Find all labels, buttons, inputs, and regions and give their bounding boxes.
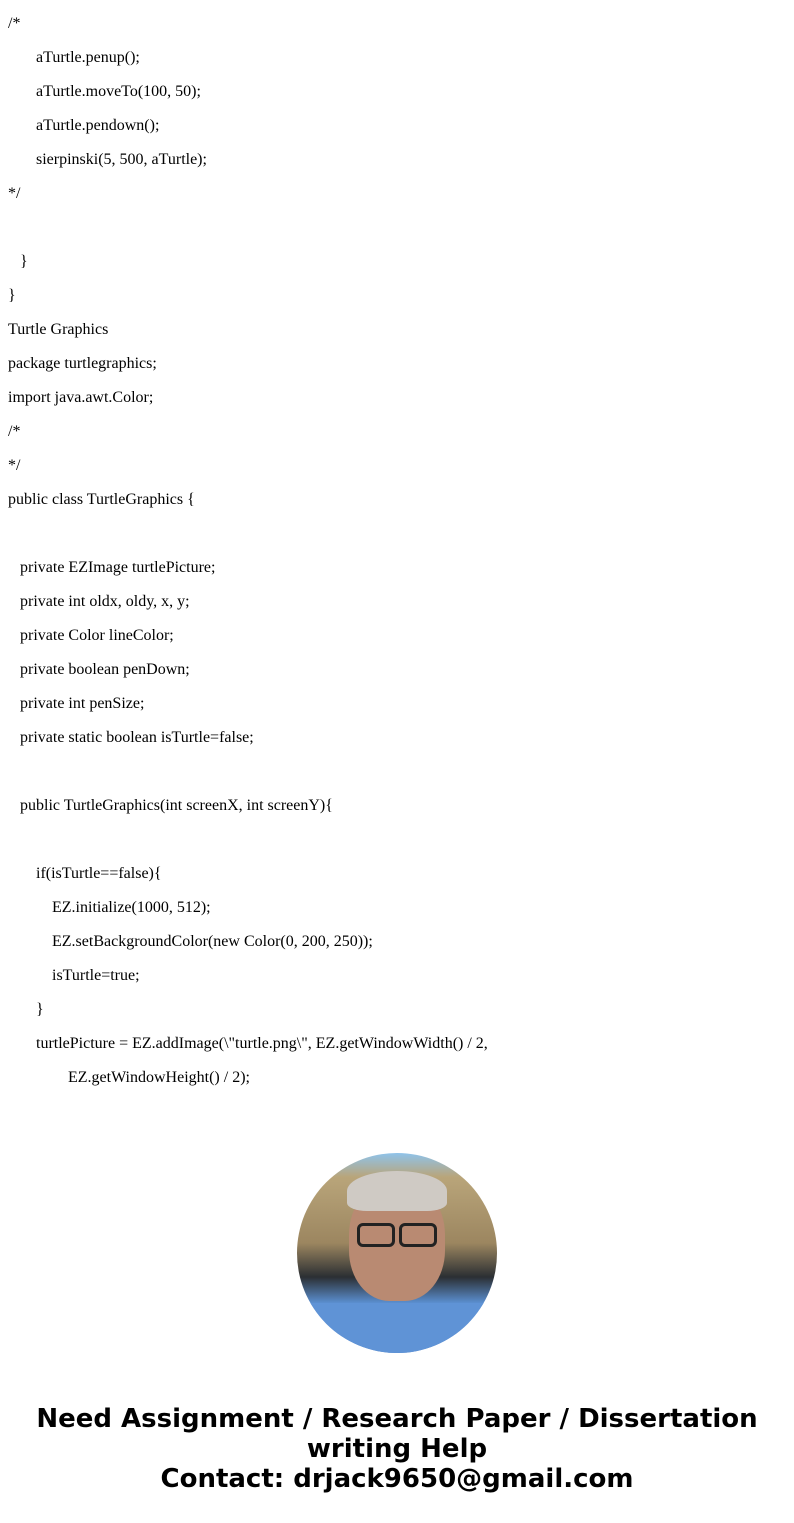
code-line: private EZImage turtlePicture;: [20, 559, 216, 576]
shirt: [297, 1303, 497, 1353]
code-line: EZ.setBackgroundColor(new Color(0, 200, 250));: [52, 933, 373, 950]
code-line: /*: [8, 423, 21, 440]
code-line: }: [36, 1001, 44, 1018]
code-line: */: [8, 185, 21, 202]
code-line: [0, 755, 794, 789]
code-line: private int penSize;: [20, 695, 145, 712]
code-line: EZ.getWindowHeight() / 2);: [68, 1069, 250, 1086]
code-line: import java.awt.Color;: [8, 389, 154, 406]
code-line: package turtlegraphics;: [8, 355, 157, 372]
code-line: aTurtle.pendown();: [36, 117, 160, 134]
glasses: [357, 1223, 437, 1243]
footer-line-3: Contact: drjack9650@gmail.com: [160, 1464, 634, 1494]
code-line: private static boolean isTurtle=false;: [20, 729, 254, 746]
code-line: EZ.initialize(1000, 512);: [52, 899, 211, 916]
code-line: private Color lineColor;: [20, 627, 174, 644]
code-line: if(isTurtle==false){: [36, 865, 162, 882]
footer-line-2: writing Help: [306, 1434, 488, 1464]
code-line: [0, 211, 794, 245]
code-line: private int oldx, oldy, x, y;: [20, 593, 190, 610]
code-document: [0, 7, 794, 1095]
code-line: private boolean penDown;: [20, 661, 190, 678]
contact-footer: [0, 1404, 794, 1494]
code-line: }: [20, 253, 28, 270]
code-line: [0, 517, 794, 551]
code-line: Turtle Graphics: [8, 321, 109, 338]
code-line: turtlePicture = EZ.addImage(\"turtle.png\", EZ.getWindowWidth() / 2,: [36, 1035, 488, 1052]
code-line: isTurtle=true;: [52, 967, 140, 984]
code-line: public class TurtleGraphics {: [8, 491, 195, 508]
code-line: [0, 823, 794, 857]
code-line: /*: [8, 15, 21, 32]
code-line: aTurtle.penup();: [36, 49, 140, 66]
code-line: sierpinski(5, 500, aTurtle);: [36, 151, 207, 168]
code-line: public TurtleGraphics(int screenX, int screenY){: [20, 797, 333, 814]
hair: [347, 1171, 447, 1211]
code-line: aTurtle.moveTo(100, 50);: [36, 83, 201, 100]
author-photo: [297, 1153, 497, 1353]
footer-line-1: Need Assignment / Research Paper / Dissertation: [36, 1404, 758, 1434]
code-line: */: [8, 457, 21, 474]
code-line: }: [8, 287, 16, 304]
